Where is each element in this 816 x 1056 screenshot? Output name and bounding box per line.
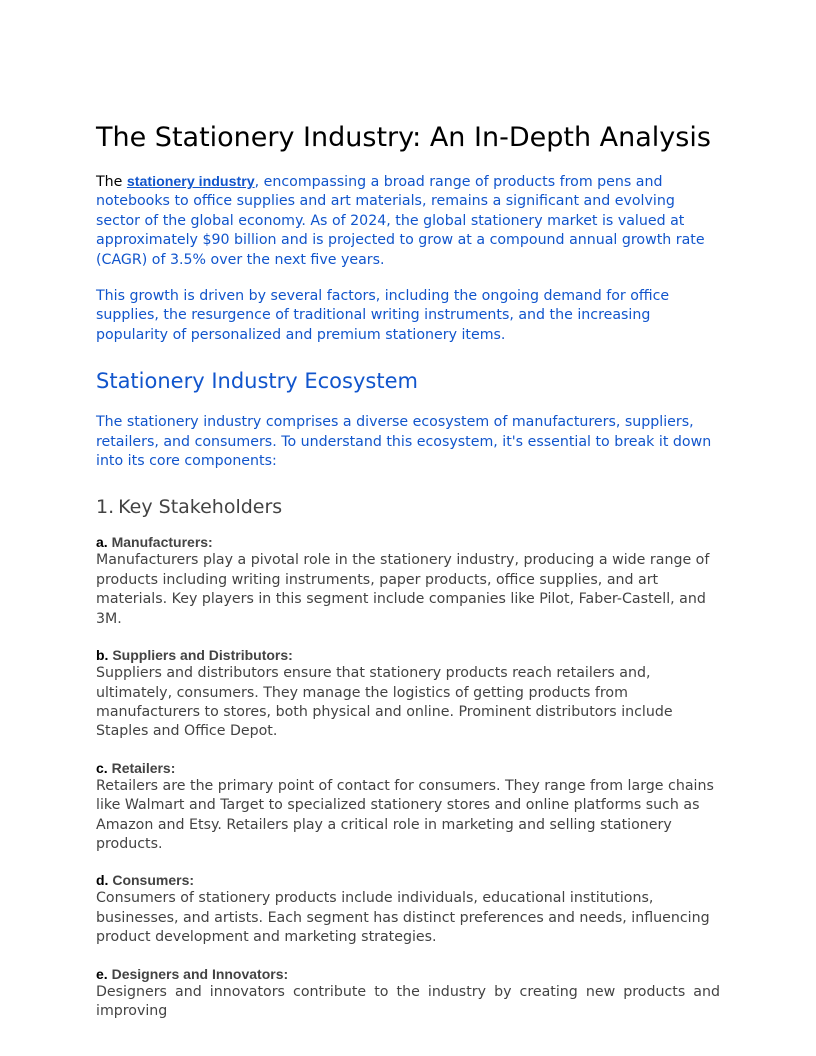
- section-label-text: Designers and Innovators:: [111, 965, 289, 982]
- stakeholders-number: 1.: [96, 496, 115, 519]
- section-body: Retailers are the primary point of contact for consumers. They range from large chains like Walmart and Target to specialized stationery stores and online platforms such as Amazon and Etsy. Retailers play a critical role in marketing and selling stationery products.: [96, 777, 714, 852]
- stakeholders-heading-text: Key Stakeholders: [118, 496, 283, 519]
- section-body: Consumers of stationery products include individuals, educational institutions, businesses, and artists. Each segment has distinct preferences and needs, influencing product development and marketing strategies.: [96, 890, 710, 946]
- section-suppliers-distributors: [96, 646, 720, 742]
- document-content: [96, 120, 720, 1021]
- section-label: [96, 646, 720, 664]
- section-label: [96, 533, 720, 551]
- intro-rest: , encompassing a broad range of products from pens and notebooks to office supplies and art materials, remains a significant and evolving sector of the global economy. As of 2024, the global stationery market is valued at approximately $90 billion and is projected to grow at a compound annual growth rate (CAGR) of 3.5% over the next five years.: [96, 174, 705, 268]
- section-body: Manufacturers play a pivotal role in the stationery industry, producing a wide range of products including writing instruments, paper products, office supplies, and art materials. Key players in this segment include companies like Pilot, Faber-Castell, and 3M.: [96, 552, 710, 627]
- section-body: Designers and innovators contribute to the industry by creating new products and improving: [96, 983, 720, 1019]
- section-letter: e.: [96, 965, 108, 982]
- section-letter: c.: [96, 759, 108, 776]
- ecosystem-heading: Stationery Industry Ecosystem: [96, 369, 418, 394]
- section-label-text: Consumers:: [112, 872, 195, 889]
- section-letter: d.: [96, 872, 109, 889]
- ecosystem-paragraph: The stationery industry comprises a diverse ecosystem of manufacturers, suppliers, retailers, and consumers. To understand this ecosystem, it's essential to break it down into its core components:: [96, 414, 712, 470]
- document-title: The Stationery Industry: An In-Depth Analysis: [96, 122, 711, 153]
- section-label: [96, 759, 720, 777]
- section-label: [96, 965, 720, 983]
- section-letter: a.: [96, 534, 108, 551]
- stakeholders-heading: [96, 494, 720, 520]
- section-label-text: Retailers:: [111, 759, 176, 776]
- intro-paragraph: [96, 173, 720, 270]
- section-designers-innovators: [96, 965, 720, 1022]
- intro-lead: The: [96, 174, 127, 190]
- section-retailers: [96, 759, 720, 855]
- section-manufacturers: [96, 533, 720, 629]
- stationery-industry-link[interactable]: stationery industry: [126, 174, 255, 190]
- section-consumers: [96, 871, 720, 947]
- growth-paragraph: This growth is driven by several factors, including the ongoing demand for office supplies, the resurgence of traditional writing instruments, and the increasing popularity of personalized and premium stationery items.: [96, 288, 670, 343]
- section-label-text: Manufacturers:: [111, 534, 213, 551]
- section-label: [96, 871, 720, 889]
- section-letter: b.: [96, 647, 109, 664]
- section-label-text: Suppliers and Distributors:: [112, 647, 293, 664]
- section-body: Suppliers and distributors ensure that stationery products reach retailers and, ultimately, consumers. They manage the logistics of getting products from manufacturers to stores, both physical and online. Prominent distributors include Staples and Office Depot.: [96, 665, 673, 740]
